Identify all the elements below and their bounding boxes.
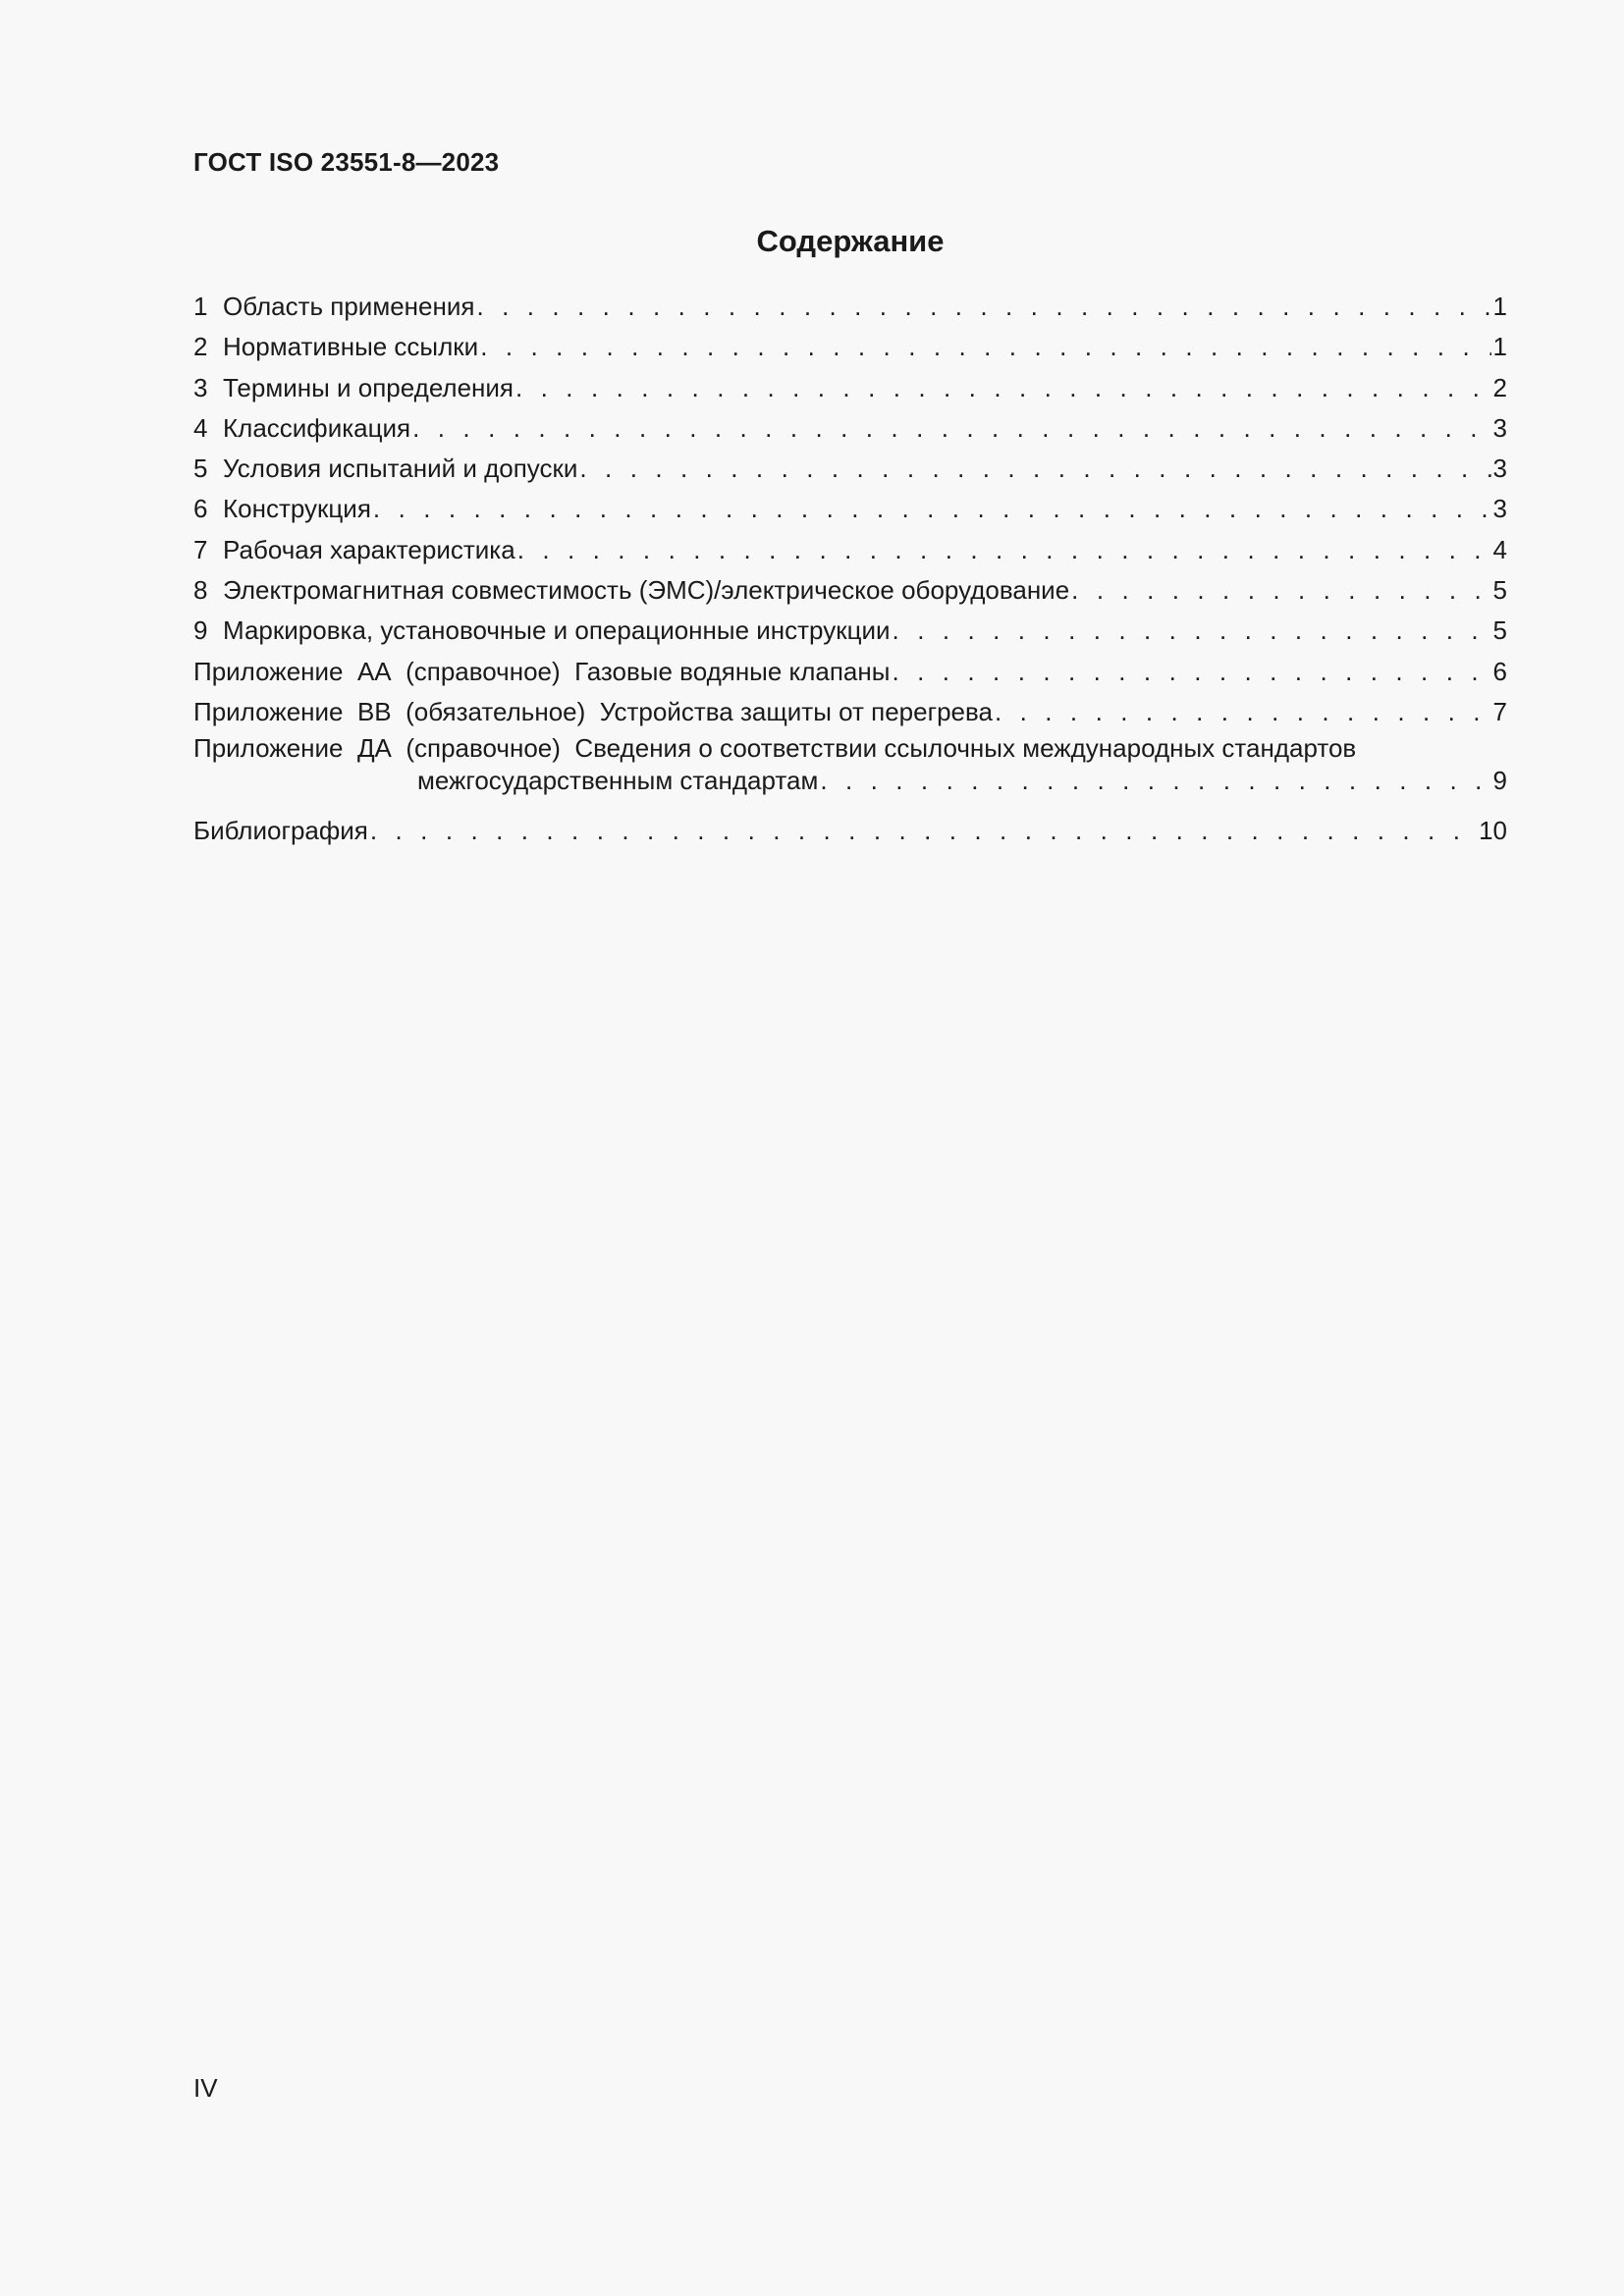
appendix-code: ДА <box>356 733 392 764</box>
toc-entry-page: 3 <box>1492 454 1507 484</box>
toc-entry-number: 3 <box>193 372 208 402</box>
toc-entry-number: 1 <box>193 292 208 321</box>
toc-entry-label: Рабочая характеристика <box>223 534 515 564</box>
toc-entry[interactable] <box>193 408 1507 449</box>
appendix-type: (обязательное) <box>406 696 586 726</box>
toc-entry-label: Термины и определения <box>223 372 514 402</box>
toc-entry-number: 7 <box>193 534 208 564</box>
toc-entry[interactable] <box>193 327 1507 367</box>
leader-dots <box>517 530 1491 570</box>
appendix-type: (справочное) <box>406 733 561 764</box>
toc-entry[interactable] <box>193 287 1507 327</box>
leader-dots <box>480 327 1490 367</box>
leader-dots <box>515 368 1491 408</box>
leader-dots <box>370 811 1477 851</box>
toc-appendix-entry[interactable] <box>193 732 1507 811</box>
toc-entry-label: Маркировка, установочные и операционные инструкции <box>223 615 891 646</box>
toc-entry[interactable] <box>193 570 1507 611</box>
toc-entry-page: 1 <box>1492 292 1507 321</box>
toc-entry-number: 6 <box>193 494 208 524</box>
toc-entry-number: 4 <box>193 412 208 443</box>
appendix-prefix: Приложение <box>193 696 344 726</box>
leader-dots <box>893 611 1491 651</box>
appendix-title: Устройства защиты от перегрева <box>599 696 993 726</box>
leader-dots <box>579 449 1490 489</box>
leader-dots <box>412 408 1490 449</box>
leader-dots <box>995 692 1491 732</box>
appendix-title: Газовые водяные клапаны <box>574 656 891 686</box>
toc-entry-page: 3 <box>1492 494 1507 524</box>
toc-entry-label: Библиография <box>193 816 368 846</box>
toc-entry-page: 5 <box>1492 575 1507 606</box>
appendix-code: АА <box>356 656 392 686</box>
toc-bibliography-entry[interactable] <box>193 811 1507 851</box>
toc-entry-label: Условия испытаний и допуски <box>223 454 578 484</box>
toc-appendix-entry[interactable] <box>193 692 1507 732</box>
leader-dots <box>1071 570 1490 611</box>
appendix-prefix: Приложение <box>193 733 344 764</box>
document-header: ГОСТ ISO 23551-8—2023 <box>193 147 500 177</box>
toc-entry-page: 1 <box>1492 332 1507 362</box>
appendix-title-line2: межгосударственным стандартам <box>417 766 819 796</box>
appendix-type: (справочное) <box>406 656 561 686</box>
toc-entry-page: 6 <box>1492 656 1507 686</box>
toc-entry[interactable] <box>193 489 1507 529</box>
appendix-prefix: Приложение <box>193 656 344 686</box>
toc-entry[interactable] <box>193 449 1507 489</box>
toc-entry-number: 5 <box>193 454 208 484</box>
toc-entry-label: Классификация <box>223 412 411 443</box>
toc-entry-page: 10 <box>1479 816 1507 846</box>
appendix-title-line1: Сведения о соответствии ссылочных международных стандартов <box>574 733 1357 764</box>
toc-entry-label: Нормативные ссылки <box>223 332 479 362</box>
leader-dots <box>820 765 1490 797</box>
toc-entry-number: 8 <box>193 575 208 606</box>
toc-title: Содержание <box>756 224 945 258</box>
table-of-contents <box>193 287 1507 852</box>
toc-entry-page: 5 <box>1492 615 1507 646</box>
toc-entry-page: 3 <box>1492 412 1507 443</box>
toc-entry-label: Конструкция <box>223 494 371 524</box>
toc-entry-page: 7 <box>1492 696 1507 726</box>
toc-entry-label: Область применения <box>223 292 475 321</box>
toc-entry-number: 2 <box>193 332 208 362</box>
toc-entry-page: 2 <box>1492 372 1507 402</box>
leader-dots <box>892 652 1490 692</box>
page-number: IV <box>193 2073 218 2103</box>
toc-entry-label: Электромагнитная совместимость (ЭМС)/электрическое оборудование <box>223 575 1070 606</box>
leader-dots <box>476 287 1490 327</box>
toc-entry-page: 4 <box>1492 534 1507 564</box>
toc-appendix-entry[interactable] <box>193 652 1507 692</box>
toc-entry[interactable] <box>193 611 1507 651</box>
toc-entry-page: 9 <box>1492 766 1507 796</box>
toc-entry-number: 9 <box>193 615 208 646</box>
toc-entry[interactable] <box>193 368 1507 408</box>
toc-entry[interactable] <box>193 530 1507 570</box>
appendix-code: ВВ <box>356 696 392 726</box>
leader-dots <box>373 489 1491 529</box>
